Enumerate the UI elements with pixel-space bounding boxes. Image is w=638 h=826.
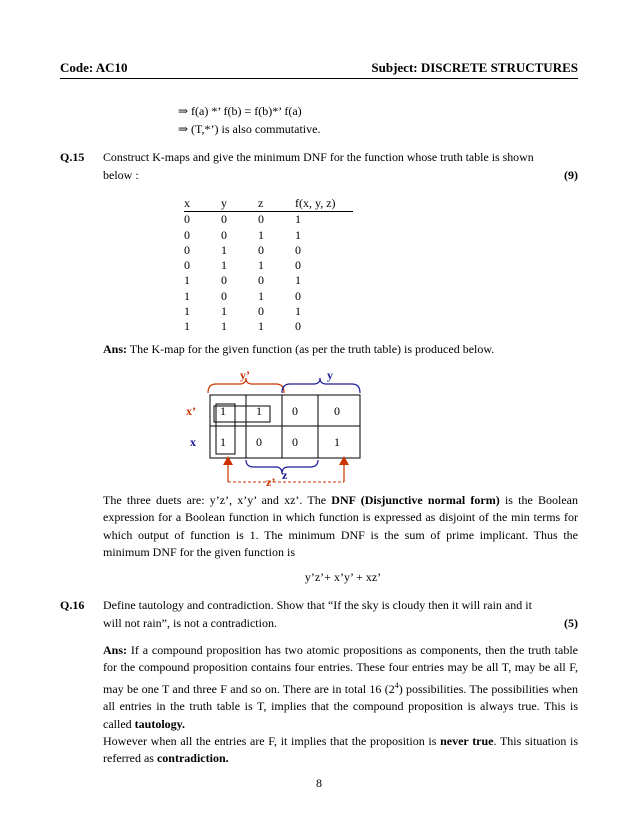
- tt-cell: 1: [221, 242, 227, 257]
- kmap-row-label-x: x: [190, 435, 196, 449]
- tt-cell: 0: [221, 273, 227, 288]
- q15-para1-rest: is the Boolean expression for a Boolean function in which function is expressed as disjoint of the min terms for which output of function is 1. The minimum DNF is the sum of prime implicant. Thus the minimum DNF for the given function is: [103, 493, 579, 560]
- kmap-label-yprime: y’: [240, 368, 250, 382]
- tt-cell: 1: [258, 258, 264, 273]
- q16-tautology-word: tautology.: [134, 716, 185, 731]
- q15-text-line2: below :: [103, 168, 139, 182]
- q16-never-true: never true: [440, 734, 494, 749]
- tt-cell: 1: [184, 288, 190, 303]
- tt-cell: 0: [295, 288, 301, 303]
- q15-text-line1: Construct K-maps and give the minimum DNF for the function whose truth table is shown: [103, 150, 534, 164]
- header-code: Code: AC10: [60, 60, 128, 75]
- q15-explanation: [103, 492, 578, 562]
- q16-text-line2: will not rain”, is not a contradiction.: [103, 616, 277, 630]
- tt-cell: 0: [184, 227, 190, 242]
- tt-cell: 0: [221, 227, 227, 242]
- tt-cell: 0: [184, 258, 190, 273]
- tt-cell: 0: [258, 273, 264, 288]
- q16-ans-p1: If a compound proposition has two atomic propositions as components, then the truth table for the compound proposition contains four entries. These four entries may be all T, may be all F, may be one T and three F and so on. There are in total 16 (2: [103, 643, 578, 696]
- kmap-cell: 0: [292, 435, 298, 449]
- kmap-cell: 1: [334, 435, 340, 449]
- kmap-cell: 0: [292, 404, 298, 418]
- q16-answer: [103, 642, 578, 768]
- tt-cell: 0: [184, 242, 190, 257]
- tt-cell: 0: [295, 242, 301, 257]
- tt-cell: 1: [221, 319, 227, 334]
- tt-cell: 1: [184, 304, 190, 319]
- tt-cell: 0: [221, 212, 227, 227]
- kmap-cell: 0: [334, 404, 340, 418]
- kmap-bracket-y: [282, 378, 360, 393]
- prev-line-2: ⇒ (T,*’) is also commutative.: [178, 122, 321, 136]
- q16-marks: (5): [564, 616, 578, 630]
- q16-number: Q.16: [60, 598, 85, 612]
- tt-cell: 0: [295, 258, 301, 273]
- q16-ans-p2-mid: . This situation is referred as: [103, 734, 578, 766]
- header-subject: Subject: DISCRETE STRUCTURES: [371, 60, 578, 75]
- tt-cell: 1: [295, 304, 301, 319]
- q16-contradiction-word: contradiction.: [156, 751, 229, 766]
- kmap-row-label-xprime: x’: [186, 404, 196, 418]
- kmap-cell: 1: [220, 435, 226, 449]
- tt-cell: 1: [295, 273, 301, 288]
- tt-cell: 1: [184, 273, 190, 288]
- kmap-label-z: z: [282, 468, 288, 482]
- tt-header-z: z: [258, 196, 264, 210]
- tt-header-x: x: [184, 196, 190, 210]
- q15-number: Q.15: [60, 150, 85, 164]
- tt-cell: 0: [258, 242, 264, 257]
- tt-cell: 1: [295, 212, 301, 227]
- tt-header-f: f(x, y, z): [295, 196, 336, 210]
- kmap-arrow-right-head: [339, 456, 349, 465]
- q16-ans-label: Ans:: [103, 643, 128, 657]
- q15-dnf: y’z’+ x’y’ + xz’: [304, 570, 382, 584]
- kmap-label-y: y: [327, 368, 333, 382]
- tt-cell: 1: [258, 288, 264, 303]
- kmap-label-zprime: z’: [266, 475, 276, 489]
- q15-ans-text: The K-map for the given function (as per the truth table) is produced below.: [127, 342, 495, 356]
- kmap-arrow-left-head: [223, 456, 233, 465]
- page-number: 8: [316, 776, 322, 790]
- kmap-cell: 1: [256, 404, 262, 418]
- prev-line-1: ⇒ f(a) *’ f(b) = f(b)*’ f(a): [178, 104, 302, 118]
- q16-ans-sup: 4: [394, 680, 399, 690]
- tt-cell: 1: [295, 227, 301, 242]
- tt-cell: 0: [258, 212, 264, 227]
- tt-cell: 1: [258, 319, 264, 334]
- q15-marks: (9): [564, 168, 578, 182]
- tt-cell: 0: [258, 304, 264, 319]
- tt-cell: 1: [221, 304, 227, 319]
- q16-text-line1: Define tautology and contradiction. Show that “If the sky is cloudy then it will rain and it: [103, 598, 532, 612]
- q15-para1: The three duets are: y’z’, x’y’ and xz’. The: [103, 493, 332, 507]
- tt-cell: 1: [258, 227, 264, 242]
- q16-ans-p2: However when all the entries are F, it implies that the proposition is: [103, 734, 441, 749]
- kmap-cell: 1: [220, 404, 226, 418]
- tt-cell: 0: [295, 319, 301, 334]
- tt-cell: 1: [184, 319, 190, 334]
- q15-ans-label: Ans:: [103, 342, 128, 356]
- q16-ans-p1-rest: ) possibilities. The possibilities when all entries in the truth table is T, implies that the compound proposition is always true. This is called: [103, 681, 578, 731]
- tt-cell: 0: [221, 288, 227, 303]
- tt-cell: 0: [184, 212, 190, 227]
- q15-para1-bold: DNF (Disjunctive normal form): [331, 493, 500, 507]
- tt-cell: 1: [221, 258, 227, 273]
- kmap-cell: 0: [256, 435, 262, 449]
- tt-header-y: y: [221, 196, 227, 210]
